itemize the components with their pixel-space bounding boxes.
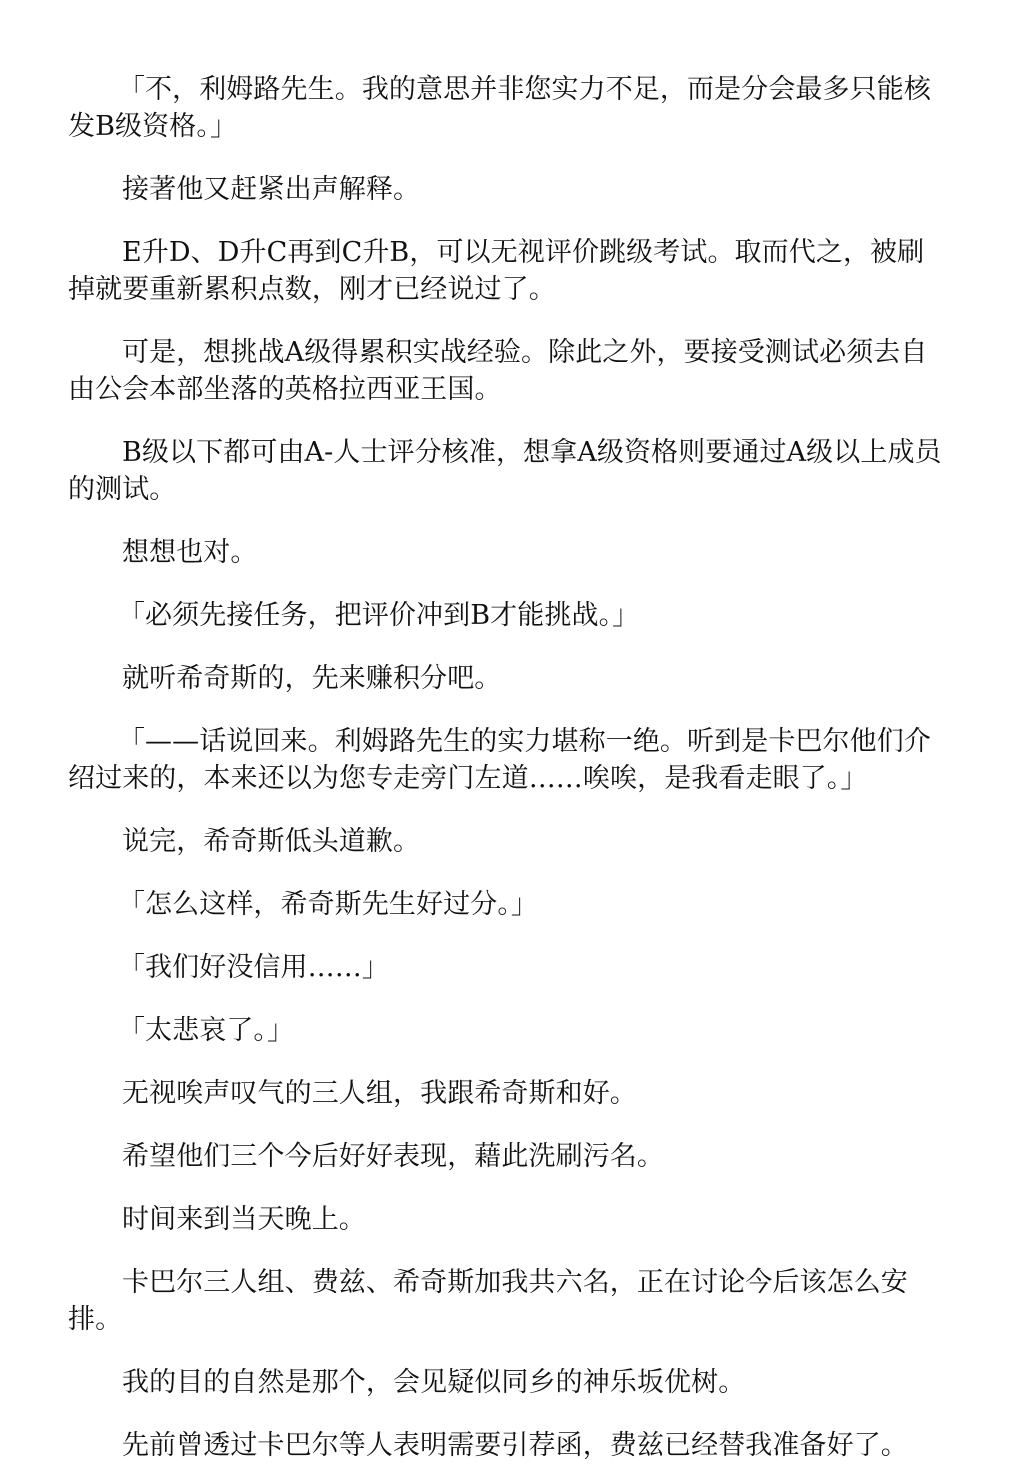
paragraph: 想想也对。 (122, 536, 258, 568)
paragraph: E升D、D升C再到C升B，可以无视评价跳级考试。取而代之，被刷掉就要重新累积点数，刚才已经说过了。 (68, 236, 925, 305)
paragraph: B级以下都可由A-人士评分核准，想拿A级资格则要通过A级以上成员的测试。 (68, 436, 942, 505)
paragraph: 先前曾透过卡巴尔等人表明需要引荐函，费兹已经替我准备好了。 (122, 1429, 908, 1461)
paragraph: 「怎么这样，希奇斯先生好过分。」 (117, 888, 539, 920)
paragraph: 「我们好没信用……」 (117, 951, 389, 983)
paragraph: 接著他又赶紧出声解释。 (122, 173, 421, 205)
paragraph: 无视唉声叹气的三人组，我跟希奇斯和好。 (122, 1077, 637, 1109)
paragraph: 说完，希奇斯低头道歉。 (122, 825, 421, 857)
paragraph: 可是，想挑战A级得累积实战经验。除此之外，要接受测试必须去自由公会本部坐落的英格拉西亚王国。 (68, 336, 928, 405)
paragraph: 就听希奇斯的，先来赚积分吧。 (122, 662, 502, 694)
paragraph: 希望他们三个今后好好表现，藉此洗刷污名。 (122, 1140, 664, 1172)
paragraph: 卡巴尔三人组、费兹、希奇斯加我共六名，正在讨论今后该怎么安排。 (68, 1266, 908, 1335)
paragraph: 「必须先接任务，把评价冲到B才能挑战。」 (117, 599, 640, 631)
paragraph: 「——话说回来。利姆路先生的实力堪称一绝。听到是卡巴尔他们介绍过来的，本来还以为您专走旁门左道……唉唉，是我看走眼了。」 (68, 725, 931, 794)
paragraph: 我的目的自然是那个，会见疑似同乡的神乐坂优树。 (122, 1366, 746, 1398)
paragraph: 「太悲哀了。」 (117, 1014, 295, 1046)
paragraph: 「不，利姆路先生。我的意思并非您实力不足，而是分会最多只能核发B级资格。」 (68, 74, 931, 142)
paragraph: 时间来到当天晚上。 (122, 1203, 366, 1235)
